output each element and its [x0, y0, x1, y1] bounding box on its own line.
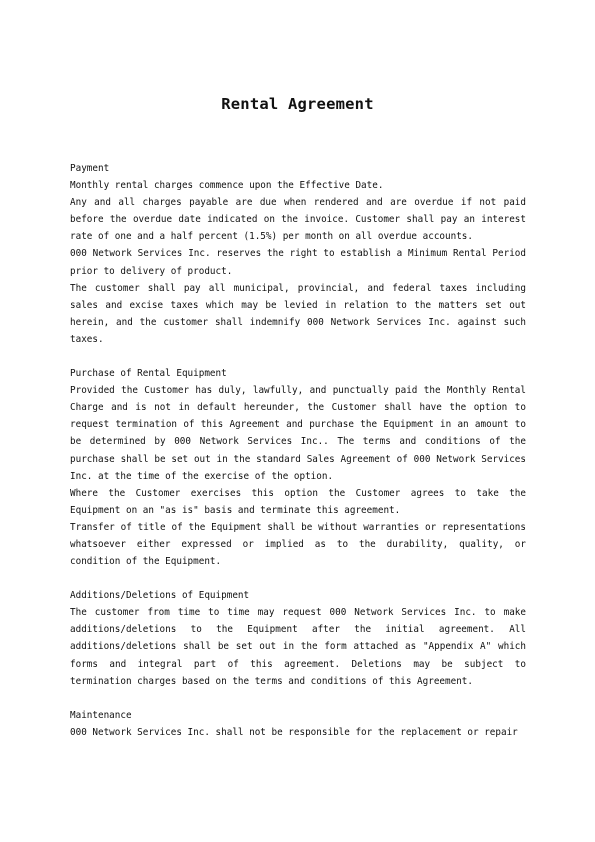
paragraph: Where the Customer exercises this option the Customer agrees to take the Equipment on an "as is" basis and terminate this agreement. [70, 487, 526, 516]
section-maintenance [70, 707, 526, 741]
section-heading: Maintenance [70, 709, 132, 721]
section-purchase-of-rental-equipment [70, 365, 526, 570]
section-payment [70, 160, 526, 348]
paragraph: Any and all charges payable are due when rendered and are overdue if not paid before the overdue date indicated on the invoice. Customer shall pay an interest rate of one and a half percent (1.5%) per month on all overdue accounts. [70, 197, 526, 243]
paragraph: 000 Network Services Inc. reserves the right to establish a Minimum Rental Period prior to delivery of product. [70, 248, 526, 277]
paragraph: Transfer of title of the Equipment shall be without warranties or representations whatsoever either expressed or implied as to the durability, quality, or condition of the Equipment. [70, 521, 526, 568]
section-additions-deletions [70, 587, 526, 690]
section-heading: Additions/Deletions of Equipment [70, 590, 250, 602]
section-heading: Payment [70, 163, 110, 174]
paragraph: The customer shall pay all municipal, provincial, and federal taxes including sales and excise taxes which may be levied in relation to the matters set out herein, and the customer shall indemnify 000 Network Services Inc. against such taxes. [70, 282, 526, 345]
paragraph: The customer from time to time may request 000 Network Services Inc. to make additions/deletions to the Equipment after the initial agreement. All additions/deletions shall be set out in the form attached as "Appendix A" which forms and integral part of this agreement. Deletions may be subject to termination charges based on the terms and conditions of this Agreement. [70, 607, 526, 687]
document-body [70, 160, 526, 758]
document-title: Rental Agreement [221, 95, 374, 113]
paragraph: Provided the Customer has duly, lawfully, and punctually paid the Monthly Rental Charge and is not in default hereunder, the Customer shall have the option to request termination of this Agreement and purchase the Equipment in an amount to be determined by 000 Network Services Inc.. The terms and conditions of the purchase shall be set out in the standard Sales Agreement of 000 Network Services Inc. at the time of the exercise of the option. [70, 385, 526, 482]
paragraph: Monthly rental charges commence upon the Effective Date. [70, 180, 384, 192]
paragraph: 000 Network Services Inc. shall not be responsible for the replacement or repair [70, 726, 518, 738]
section-heading: Purchase of Rental Equipment [70, 368, 227, 380]
